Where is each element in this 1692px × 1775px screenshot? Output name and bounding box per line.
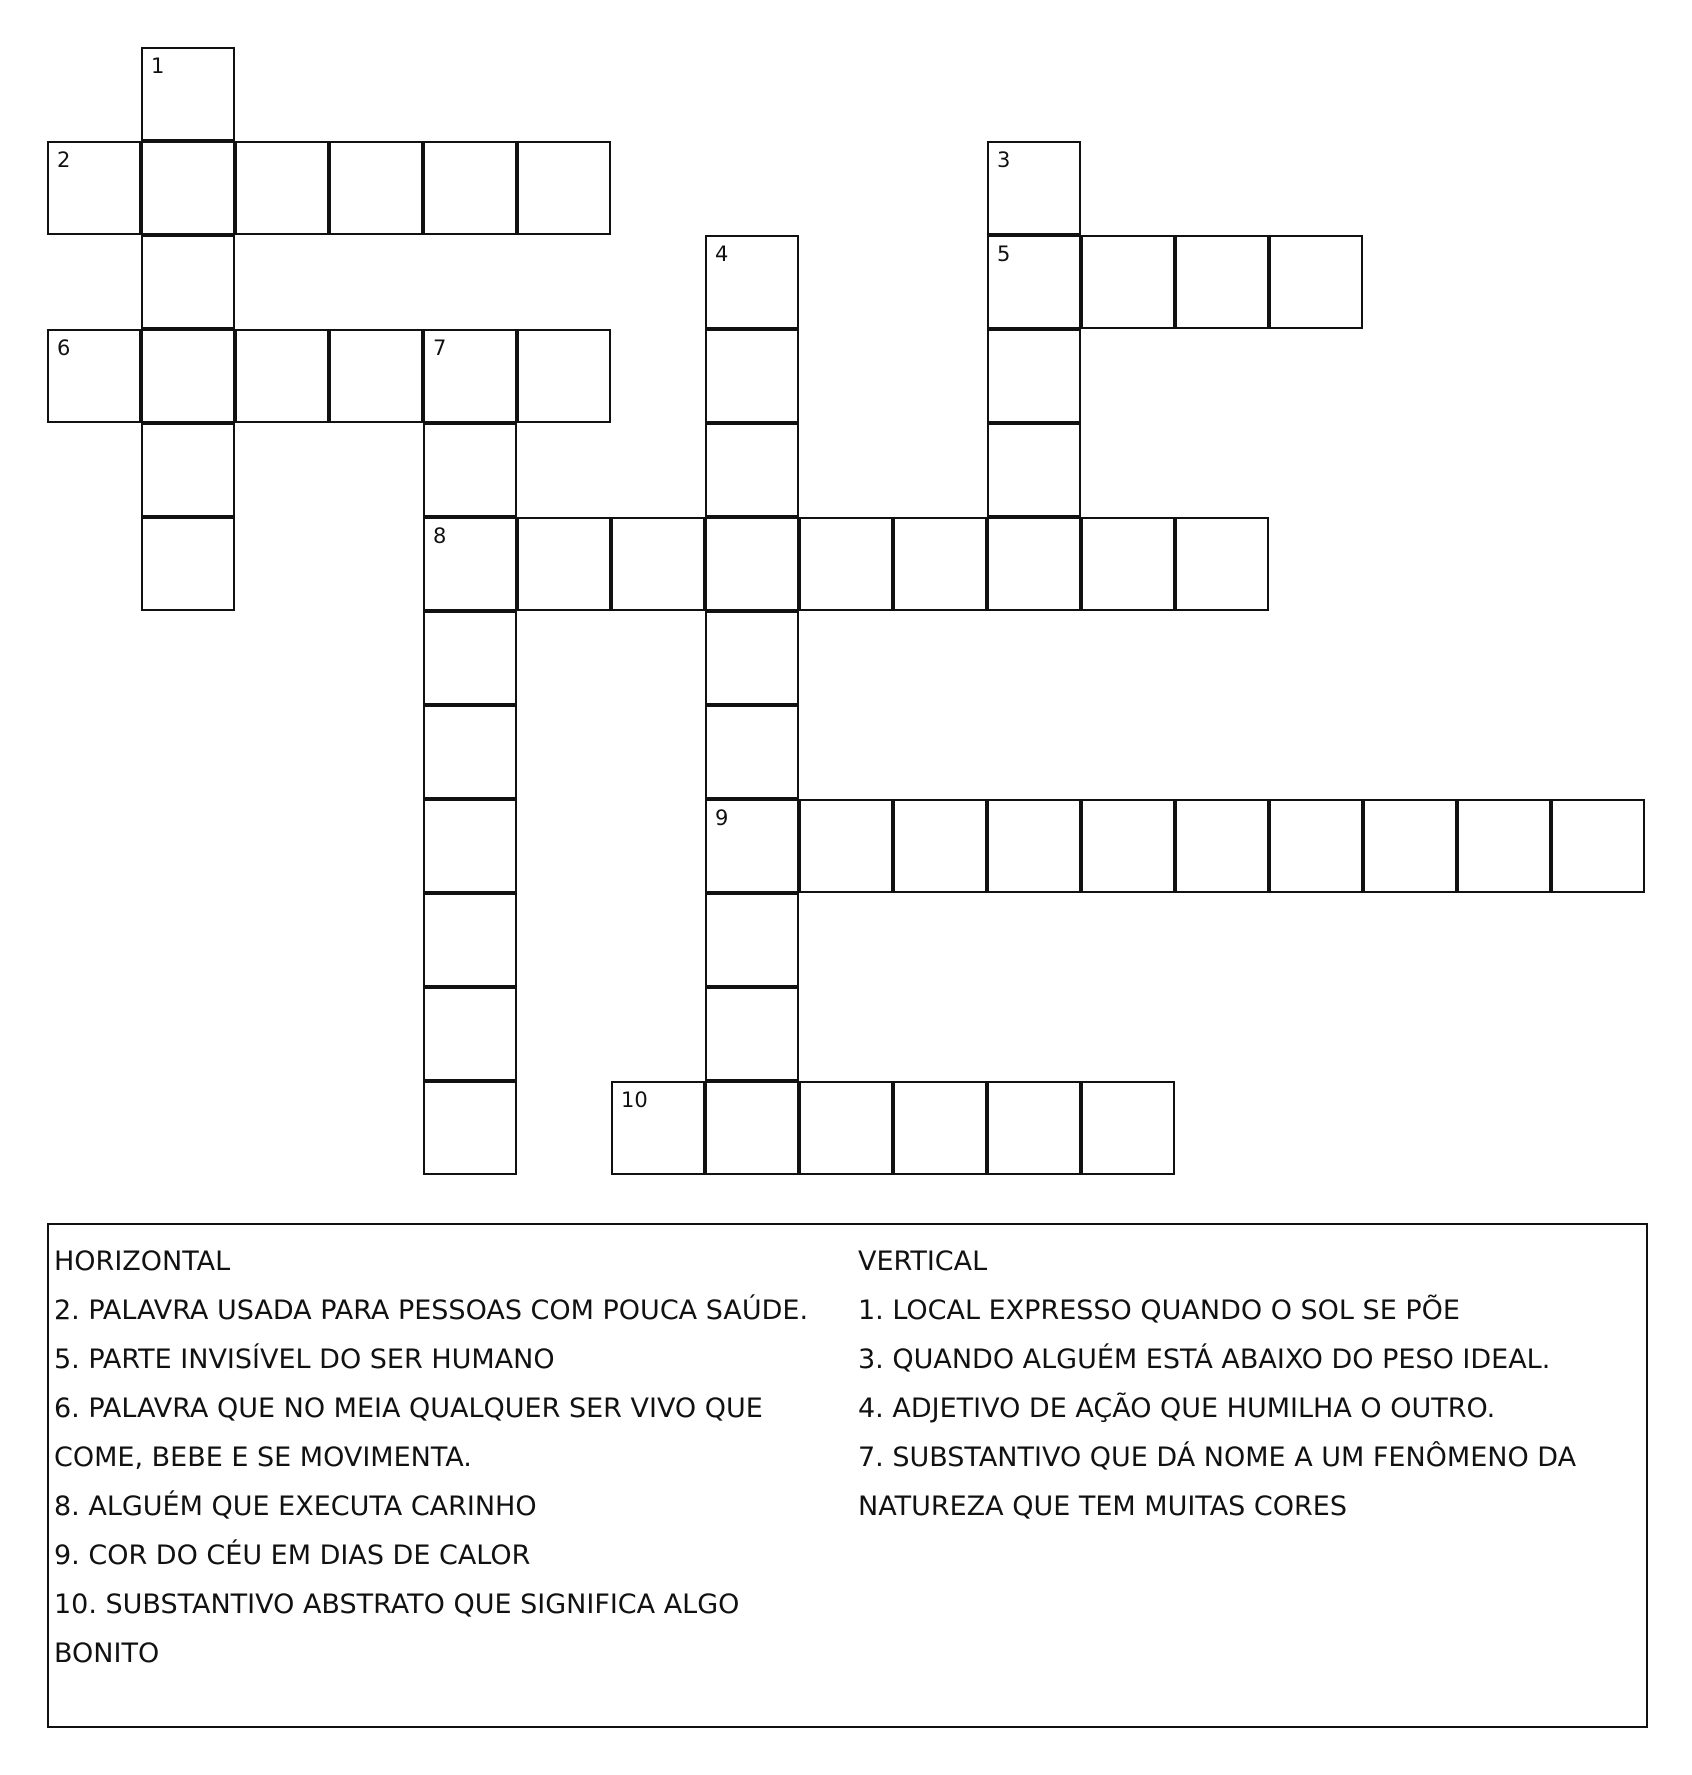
grid-cell[interactable]	[611, 1081, 705, 1175]
grid-cell[interactable]	[235, 141, 329, 235]
grid-cell[interactable]	[517, 517, 611, 611]
grid-cell[interactable]	[705, 1081, 799, 1175]
grid-cell[interactable]	[987, 235, 1081, 329]
grid-cell[interactable]	[141, 329, 235, 423]
clue-line: 8. ALGUÉM QUE EXECUTA CARINHO	[54, 1491, 537, 1522]
grid-cell[interactable]	[705, 235, 799, 329]
grid-cell[interactable]	[987, 141, 1081, 235]
grid-cell[interactable]	[329, 329, 423, 423]
clue-number: 5	[997, 242, 1011, 266]
grid-cell[interactable]	[423, 1081, 517, 1175]
grid-cell[interactable]	[987, 1081, 1081, 1175]
clue-number: 2	[57, 148, 71, 172]
grid-cell[interactable]	[423, 517, 517, 611]
clue-line: 10. SUBSTANTIVO ABSTRATO QUE SIGNIFICA ALGO	[54, 1589, 740, 1620]
grid-cell[interactable]	[141, 517, 235, 611]
grid-cell[interactable]	[141, 423, 235, 517]
clue-number: 8	[433, 524, 447, 548]
clue-line: 6. PALAVRA QUE NO MEIA QUALQUER SER VIVO QUE	[54, 1393, 763, 1424]
vertical-heading: VERTICAL	[858, 1246, 988, 1277]
grid-cell[interactable]	[799, 1081, 893, 1175]
clue-line: 4. ADJETIVO DE AÇÃO QUE HUMILHA O OUTRO.	[858, 1393, 1496, 1424]
grid-cell[interactable]	[987, 423, 1081, 517]
grid-cell[interactable]	[1081, 235, 1175, 329]
clue-number: 4	[715, 242, 729, 266]
clue-number: 10	[621, 1088, 648, 1112]
grid-cell[interactable]	[705, 329, 799, 423]
clue-line: 5. PARTE INVISÍVEL DO SER HUMANO	[54, 1344, 555, 1375]
grid-cell[interactable]	[705, 517, 799, 611]
clue-number: 1	[151, 54, 165, 78]
clue-number: 9	[715, 806, 729, 830]
grid-cell[interactable]	[1269, 235, 1363, 329]
grid-cell[interactable]	[1457, 799, 1551, 893]
grid-cell[interactable]	[1175, 799, 1269, 893]
clue-line: NATUREZA QUE TEM MUITAS CORES	[858, 1491, 1347, 1522]
grid-cell[interactable]	[423, 141, 517, 235]
grid-cell[interactable]	[423, 423, 517, 517]
grid-cell[interactable]	[705, 423, 799, 517]
grid-cell[interactable]	[423, 611, 517, 705]
grid-cell[interactable]	[611, 517, 705, 611]
clue-number: 7	[433, 336, 447, 360]
grid-cell[interactable]	[705, 799, 799, 893]
grid-cell[interactable]	[423, 893, 517, 987]
grid-cell[interactable]	[329, 141, 423, 235]
grid-cell[interactable]	[893, 799, 987, 893]
grid-cell[interactable]	[705, 987, 799, 1081]
grid-cell[interactable]	[141, 141, 235, 235]
grid-cell[interactable]	[705, 611, 799, 705]
horizontal-clues	[54, 1237, 854, 1678]
clue-line: 7. SUBSTANTIVO QUE DÁ NOME A UM FENÔMENO DA	[858, 1442, 1577, 1473]
grid-cell[interactable]	[1551, 799, 1645, 893]
clue-number: 6	[57, 336, 71, 360]
grid-cell[interactable]	[141, 47, 235, 141]
grid-cell[interactable]	[1175, 517, 1269, 611]
horizontal-heading: HORIZONTAL	[54, 1246, 231, 1277]
grid-cell[interactable]	[1081, 517, 1175, 611]
grid-cell[interactable]	[987, 329, 1081, 423]
grid-cell[interactable]	[423, 799, 517, 893]
grid-cell[interactable]	[893, 1081, 987, 1175]
grid-cell[interactable]	[705, 705, 799, 799]
grid-cell[interactable]	[705, 893, 799, 987]
grid-cell[interactable]	[1269, 799, 1363, 893]
grid-cell[interactable]	[1081, 799, 1175, 893]
grid-cell[interactable]	[893, 517, 987, 611]
clue-line: 9. COR DO CÉU EM DIAS DE CALOR	[54, 1540, 531, 1571]
grid-cell[interactable]	[235, 329, 329, 423]
grid-cell[interactable]	[141, 235, 235, 329]
grid-cell[interactable]	[1363, 799, 1457, 893]
clue-line: 2. PALAVRA USADA PARA PESSOAS COM POUCA SAÚDE.	[54, 1295, 809, 1326]
grid-cell[interactable]	[1175, 235, 1269, 329]
grid-cell[interactable]	[799, 799, 893, 893]
grid-cell[interactable]	[423, 987, 517, 1081]
clue-line: COME, BEBE E SE MOVIMENTA.	[54, 1442, 472, 1473]
clues-box	[47, 1223, 1648, 1728]
grid-cell[interactable]	[423, 705, 517, 799]
grid-cell[interactable]	[47, 141, 141, 235]
clue-number: 3	[997, 148, 1011, 172]
grid-cell[interactable]	[47, 329, 141, 423]
grid-cell[interactable]	[987, 517, 1081, 611]
clue-line: 1. LOCAL EXPRESSO QUANDO O SOL SE PÕE	[858, 1295, 1460, 1326]
grid-cell[interactable]	[799, 517, 893, 611]
grid-cell[interactable]	[1081, 1081, 1175, 1175]
grid-cell[interactable]	[517, 329, 611, 423]
grid-cell[interactable]	[987, 799, 1081, 893]
grid-cell[interactable]	[517, 141, 611, 235]
vertical-clues	[858, 1237, 1638, 1531]
grid-cell[interactable]	[423, 329, 517, 423]
clue-line: 3. QUANDO ALGUÉM ESTÁ ABAIXO DO PESO IDEAL.	[858, 1344, 1551, 1375]
clue-line: BONITO	[54, 1638, 160, 1669]
